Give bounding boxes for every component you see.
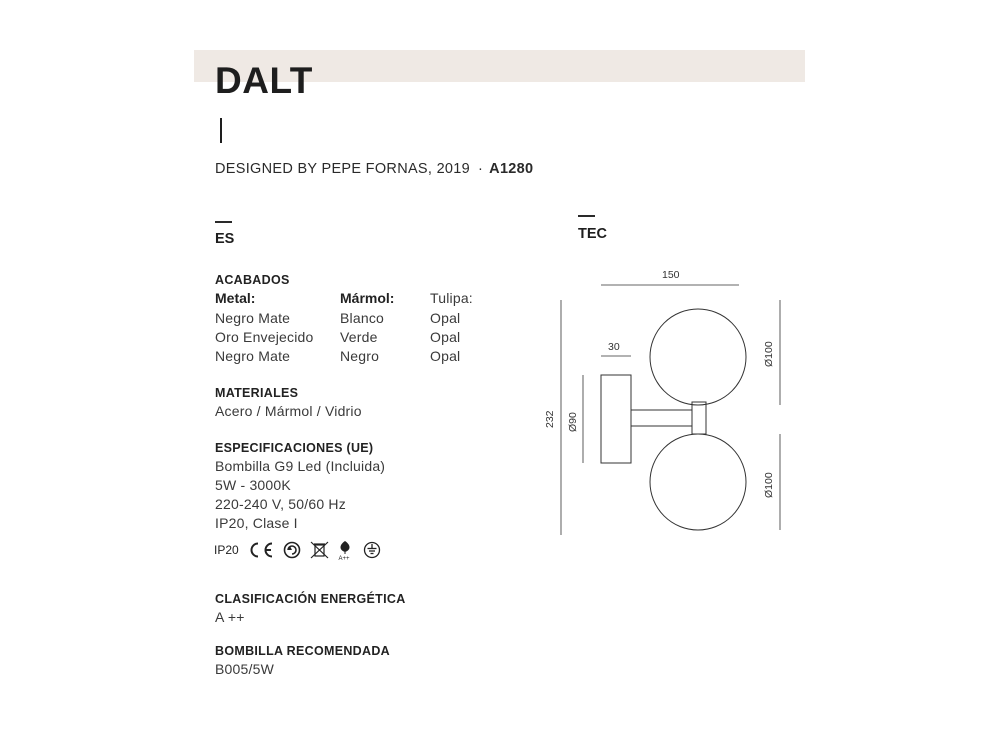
bulb-value: B005/5W <box>215 661 274 677</box>
designer-line <box>215 161 533 177</box>
dim-height-label: 232 <box>544 410 556 428</box>
earth-ground-icon <box>365 543 380 558</box>
product-reference: A1280 <box>489 161 534 177</box>
dim-base-depth-label: 30 <box>608 341 620 353</box>
finishes-heading: ACABADOS <box>215 273 290 287</box>
coupling <box>692 402 706 434</box>
materials-heading: MATERIALES <box>215 386 299 400</box>
finish-tulipa-item: Opal <box>430 310 461 326</box>
energy-leaf-icon <box>339 541 351 561</box>
finish-marmol-title: Mármol: <box>340 290 395 306</box>
spec-line: 220-240 V, 50/60 Hz <box>215 496 346 512</box>
tec-label: TEC <box>578 226 607 242</box>
wall-base-plate <box>601 375 631 463</box>
energy-value: A ++ <box>215 609 245 625</box>
bulb-heading: BOMBILLA RECOMENDADA <box>215 644 390 658</box>
finish-metal-item: Negro Mate <box>215 310 291 326</box>
dim-globe-bottom-label: Ø100 <box>763 472 775 498</box>
globe-bottom <box>650 434 746 530</box>
ip20-icon: IP20 <box>214 543 239 557</box>
spec-line: 5W - 3000K <box>215 477 291 493</box>
designer-separator: · <box>478 161 484 177</box>
energy-class-label: A++ <box>338 556 350 561</box>
finish-tulipa-item: Opal <box>430 329 461 345</box>
finish-marmol-item: Verde <box>340 329 378 345</box>
finish-marmol-item: Blanco <box>340 310 385 326</box>
ce-mark-icon <box>252 544 273 557</box>
finish-metal-item: Negro Mate <box>215 348 291 364</box>
technical-drawing <box>530 260 800 550</box>
materials-value: Acero / Mármol / Vidrio <box>215 403 362 419</box>
globe-top <box>650 309 746 405</box>
finish-tulipa-title: Tulipa: <box>430 290 473 306</box>
spec-line: IP20, Clase I <box>215 515 298 531</box>
dim-globe-top-label: Ø100 <box>763 341 775 367</box>
dim-base-diameter-label: Ø90 <box>567 412 579 432</box>
tec-dash <box>578 215 595 217</box>
es-label: ES <box>215 231 235 247</box>
finish-marmol-item: Negro <box>340 348 380 364</box>
certification-icons <box>214 539 389 561</box>
specs-heading: ESPECIFICACIONES (UE) <box>215 441 374 455</box>
finish-tulipa-item: Opal <box>430 348 461 364</box>
finish-metal-item: Oro Envejecido <box>215 329 314 345</box>
es-dash <box>215 221 232 223</box>
product-title: DALT <box>215 60 313 101</box>
energy-heading: CLASIFICACIÓN ENERGÉTICA <box>215 592 406 606</box>
spec-line: Bombilla G9 Led (Incluida) <box>215 458 386 474</box>
dim-width-label: 150 <box>662 269 680 281</box>
recycle-icon <box>285 543 300 558</box>
finish-metal-title: Metal: <box>215 290 256 306</box>
title-accent-bar <box>220 118 222 143</box>
designer-credit: DESIGNED BY PEPE FORNAS, 2019 <box>215 161 471 177</box>
crossed-bin-icon <box>311 542 328 558</box>
